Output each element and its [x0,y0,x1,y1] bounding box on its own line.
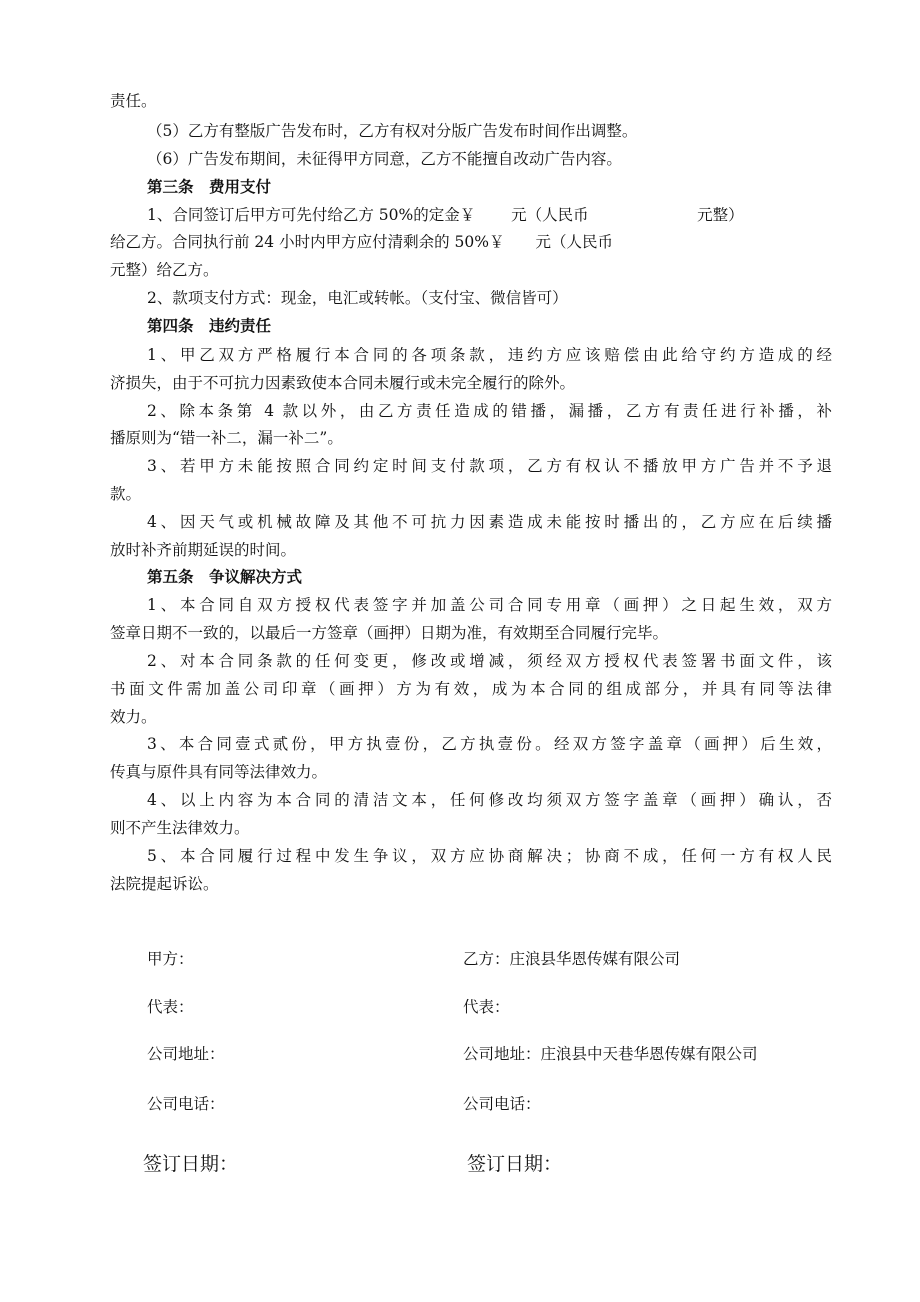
party-a-address: 公司地址： [147,1045,225,1063]
paragraph-line: 责任。 [110,92,157,110]
paragraph-line: 5、本合同履行过程中发生争议，双方应协商解决；协商不成，任何一方有权人民 [147,847,832,865]
paragraph-line: 效力。 [110,708,157,726]
party-a-representative: 代表： [147,998,194,1016]
paragraph-line: 书面文件需加盖公司印章（画押）方为有效，成为本合同的组成部分，并具有同等法律 [110,680,832,698]
paragraph-line: 法院提起诉讼。 [110,875,219,893]
party-a-phone: 公司电话： [147,1095,225,1113]
section-heading-3: 第三条 费用支付 [147,177,272,196]
paragraph-line: 1、甲乙双方严格履行本合同的各项条款，违约方应该赔偿由此给守约方造成的经 [147,346,832,364]
party-b-address: 公司地址：庄浪县中天巷华恩传媒有限公司 [463,1045,758,1063]
paragraph-line: 2、款项支付方式：现金，电汇或转帐。（支付宝、微信皆可） [147,289,568,307]
paragraph-line: 给乙方。合同执行前 24 小时内甲方应付清剩余的 50%￥ 元（人民币 [110,233,613,251]
paragraph-line: 播原则为“错一补二，漏一补二”。 [110,429,343,447]
party-b-sign-date: 签订日期： [467,1153,563,1175]
paragraph-line: 放时补齐前期延误的时间。 [110,541,297,559]
paragraph-line: 1、合同签订后甲方可先付给乙方 50%的定金￥ 元（人民币 元整） [147,206,744,224]
section-heading-5: 第五条 争议解决方式 [147,567,303,586]
section-heading-4: 第四条 违约责任 [147,316,272,335]
paragraph-line: 款。 [110,485,142,503]
paragraph-line: 1、本合同自双方授权代表签字并加盖公司合同专用章（画押）之日起生效，双方 [147,596,832,614]
party-b-representative: 代表： [463,998,510,1016]
paragraph-line: 元整）给乙方。 [110,261,219,279]
party-b-phone: 公司电话： [463,1095,541,1113]
paragraph-line: 4、以上内容为本合同的清洁文本，任何修改均须双方签字盖章（画押）确认，否 [147,791,832,809]
party-a-name: 甲方： [147,950,194,968]
paragraph-line: （5）乙方有整版广告发布时，乙方有权对分版广告发布时间作出调整。 [147,122,638,140]
paragraph-line: （6）广告发布期间，未征得甲方同意，乙方不能擅自改动广告内容。 [147,150,622,168]
party-b-name: 乙方：庄浪县华恩传媒有限公司 [463,950,681,968]
paragraph-line: 2、对本合同条款的任何变更，修改或增减，须经双方授权代表签署书面文件，该 [147,652,832,670]
party-a-sign-date: 签订日期： [143,1153,239,1175]
paragraph-line: 3、若甲方未能按照合同约定时间支付款项，乙方有权认不播放甲方广告并不予退 [147,457,832,475]
paragraph-line: 济损失，由于不可抗力因素致使本合同未履行或未完全履行的除外。 [110,374,576,392]
paragraph-line: 签章日期不一致的，以最后一方签章（画押）日期为准，有效期至合同履行完毕。 [110,624,669,642]
paragraph-line: 则不产生法律效力。 [110,819,250,837]
paragraph-line: 3、本合同壹式贰份，甲方执壹份，乙方执壹份。经双方签字盖章（画押）后生效， [147,735,832,753]
paragraph-line: 传真与原件具有同等法律效力。 [110,763,328,781]
paragraph-line: 2、除本条第 4 款以外，由乙方责任造成的错播，漏播，乙方有责任进行补播，补 [147,402,832,420]
paragraph-line: 4、因天气或机械故障及其他不可抗力因素造成未能按时播出的，乙方应在后续播 [147,513,832,531]
